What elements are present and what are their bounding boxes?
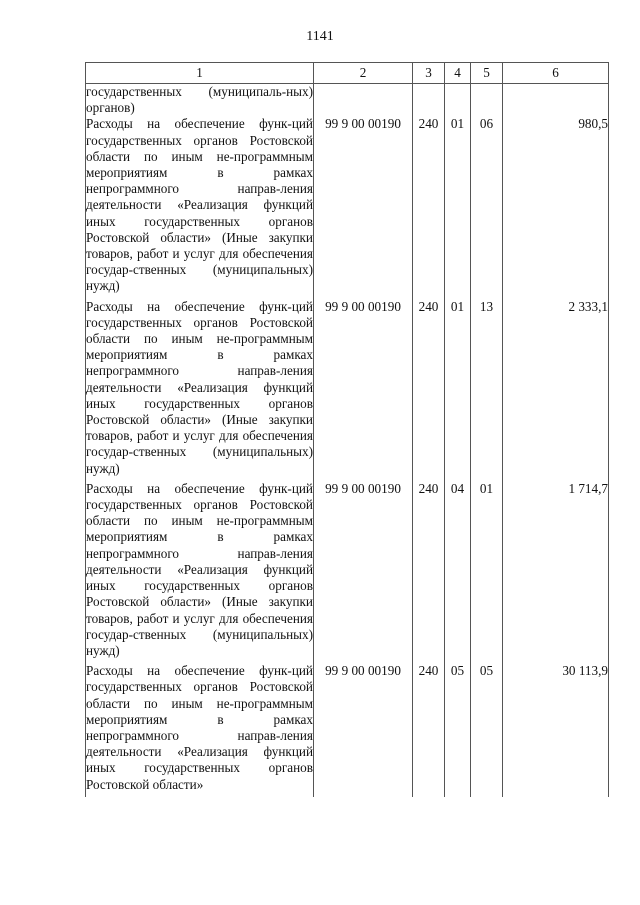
continuation-row	[86, 84, 609, 117]
row-section: 05	[445, 663, 471, 797]
row-description: Расходы на обеспечение функ-ций государственных органов Ростовской области по иным не-программным мероприятиям в рамках непрограммного направ-ления деятельности «Реализация функций иных государственных органов Ростовской области» (Иные закупки товаров, работ и услуг для обеспечения государ-ственных (муниципальных) нужд)	[86, 299, 314, 481]
row-subsection: 01	[471, 481, 503, 663]
row-expense-type: 240	[413, 299, 445, 481]
page-number: 1141	[306, 29, 334, 44]
row-target-article: 99 9 00 00190	[314, 299, 413, 481]
row-target-article: 99 9 00 00190	[314, 663, 413, 797]
continuation-text: государственных (муниципаль-ных) органов)	[86, 84, 313, 116]
header-col-6: 6	[503, 63, 609, 84]
budget-table	[85, 62, 609, 797]
header-col-5: 5	[471, 63, 503, 84]
row-target-article: 99 9 00 00190	[314, 481, 413, 663]
header-row	[86, 63, 609, 84]
row-section: 01	[445, 116, 471, 298]
row-section: 01	[445, 299, 471, 481]
row-description: Расходы на обеспечение функ-ций государственных органов Ростовской области по иным не-программным мероприятиям в рамках непрограммного направ-ления деятельности «Реализация функций иных государственных органов Ростовской области» (Иные закупки товаров, работ и услуг для обеспечения государ-ственных (муниципальных) нужд)	[86, 481, 314, 663]
table-row	[86, 116, 609, 298]
row-target-article: 99 9 00 00190	[314, 116, 413, 298]
table-row	[86, 663, 609, 797]
header-col-2: 2	[314, 63, 413, 84]
row-subsection: 05	[471, 663, 503, 797]
row-expense-type: 240	[413, 663, 445, 797]
row-amount: 1 714,7	[503, 481, 609, 663]
row-section: 04	[445, 481, 471, 663]
row-expense-type: 240	[413, 481, 445, 663]
row-amount: 30 113,9	[503, 663, 609, 797]
header-col-1: 1	[86, 63, 314, 84]
table-row	[86, 299, 609, 481]
row-description: Расходы на обеспечение функ-ций государственных органов Ростовской области по иным не-программным мероприятиям в рамках непрограммного направ-ления деятельности «Реализация функций иных государственных органов Ростовской области»	[86, 663, 314, 797]
row-amount: 2 333,1	[503, 299, 609, 481]
row-expense-type: 240	[413, 116, 445, 298]
header-col-4: 4	[445, 63, 471, 84]
row-subsection: 06	[471, 116, 503, 298]
row-subsection: 13	[471, 299, 503, 481]
row-amount: 980,5	[503, 116, 609, 298]
header-col-3: 3	[413, 63, 445, 84]
row-description: Расходы на обеспечение функ-ций государственных органов Ростовской области по иным не-программным мероприятиям в рамках непрограммного направ-ления деятельности «Реализация функций иных государственных органов Ростовской области» (Иные закупки товаров, работ и услуг для обеспечения государ-ственных (муниципальных) нужд)	[86, 116, 314, 298]
table-row	[86, 481, 609, 663]
